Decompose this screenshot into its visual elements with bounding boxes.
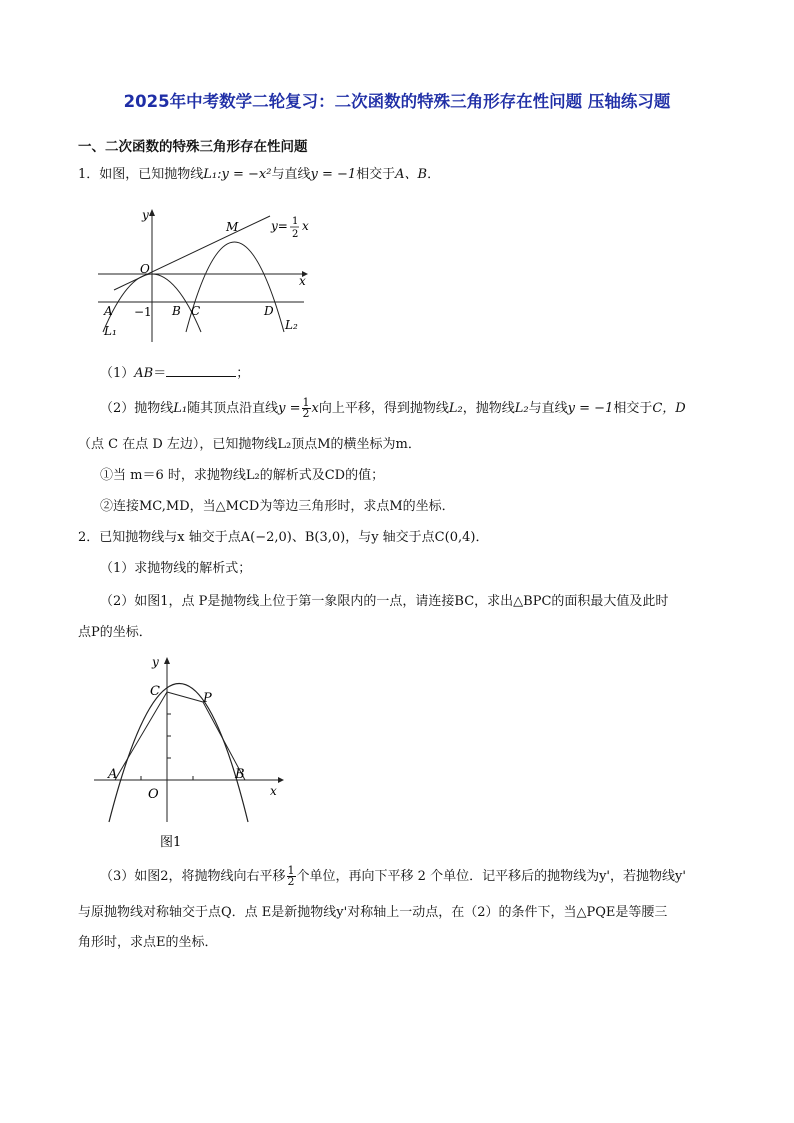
q1-part2-line: y = −1 — [567, 401, 614, 416]
q1-part2-sub1: ①当 m＝6 时，求抛物线L₂的解析式及CD的值； — [100, 468, 385, 483]
fraction-num: 1 — [302, 396, 310, 409]
arrow-icon — [149, 209, 155, 216]
q1-part2-l2: L₂ — [514, 401, 529, 416]
q1-part2-l2: L₂ — [448, 401, 463, 416]
fraction-den: 2 — [287, 875, 295, 888]
q1-y-label: y — [142, 208, 149, 222]
q1-stem — [78, 165, 440, 185]
q2-part3-text: （3）如图2，将抛物线向右平移 — [100, 869, 286, 884]
q2-point-a: A — [108, 767, 118, 782]
q1-part2-text: 相交于 — [613, 401, 653, 416]
fraction-num: 1 — [287, 864, 295, 877]
q1-line-eq: y = −1 — [310, 167, 357, 182]
q1-point-d: D — [264, 304, 274, 318]
q1-part2-fraction — [302, 398, 311, 419]
q1-part2-text: 随其顶点沿直线 — [187, 401, 279, 416]
q2-segment-ac — [115, 692, 167, 780]
q2-part3-line2: 与原抛物线对称轴交于点Q．点 E是新抛物线y'对称轴上一动点，在（2）的条件下，当△PQE是等腰三 — [78, 905, 668, 920]
q1-part2-l1: L₁ — [173, 401, 188, 416]
q1-part2-cd: C，D — [652, 401, 686, 416]
q1-part2-text: ，抛物线 — [462, 401, 515, 416]
q1-part2-line2: （点 C 在点 D 左边），已知抛物线L₂顶点M的横坐标为m． — [78, 437, 421, 452]
q1-part2-sub2: ②连接MC,MD，当△MCD为等边三角形时，求点M的坐标． — [100, 499, 455, 514]
q2-part2-line1: （2）如图1，点 P是抛物线上位于第一象限内的一点，请连接BC，求出△BPC的面积最大值及此时 — [100, 594, 669, 609]
q1-part1 — [100, 362, 249, 384]
q1-part2-text: 向上平移，得到抛物线 — [318, 401, 449, 416]
fraction-den: 2 — [302, 407, 310, 420]
q1-part2 — [100, 398, 686, 419]
q2-point-p: P — [203, 691, 212, 706]
q1-line-eq-label: y= — [271, 219, 288, 233]
q1-stem-text: 相交于 — [356, 167, 396, 182]
q2-part1: （1）求抛物线的解析式； — [100, 561, 252, 576]
q1-stem-text: 1．如图，已知抛物线 — [78, 167, 204, 182]
q1-part2-y: y = — [278, 401, 301, 416]
q1-line-eq-den: 2 — [292, 229, 299, 240]
q1-origin-label: O — [140, 262, 150, 276]
q2-part3-line1 — [100, 866, 686, 887]
q1-parabola-l2 — [186, 242, 284, 332]
q1-x-label: x — [299, 274, 306, 288]
q2-point-b: B — [235, 767, 245, 782]
q2-part3-fraction — [287, 866, 296, 887]
q1-part1-ab: AB — [134, 366, 154, 381]
q1-points: A、B — [395, 167, 428, 182]
page-title: 2025年中考数学二轮复习：二次函数的特殊三角形存在性问题 压轴练习题 — [123, 92, 671, 111]
q2-part3-line3: 角形时，求点E的坐标． — [78, 935, 218, 950]
q1-part1-eq: ＝ — [153, 366, 167, 381]
q2-x-label: x — [270, 784, 277, 798]
q1-part2-text: 与直线 — [528, 401, 568, 416]
q1-part1-end: ； — [236, 366, 250, 381]
q1-part2-x: x — [311, 401, 319, 416]
q2-stem: 2．已知抛物线与x 轴交于点A(−2,0)、B(3,0)，与y 轴交于点C(0,4)． — [78, 530, 489, 545]
q1-answer-blank — [166, 362, 236, 377]
q1-part2-text: （2）抛物线 — [100, 401, 174, 416]
q2-parabola — [109, 684, 248, 823]
q1-l1-label: L₁ — [104, 324, 117, 338]
arrow-icon — [278, 777, 284, 783]
q1-parabola-eq: L₁:y = −x² — [203, 167, 272, 182]
q2-point-c: C — [150, 684, 160, 699]
q1-point-b: B — [172, 304, 181, 318]
q1-l2-label: L₂ — [285, 318, 298, 332]
q1-part1-num: （1） — [100, 366, 135, 381]
q2-part3-text: 个单位，再向下平移 2 个单位．记平移后的抛物线为y'，若抛物线y' — [296, 869, 686, 884]
section-heading: 一、二次函数的特殊三角形存在性问题 — [78, 139, 308, 155]
q1-stem-text: 与直线 — [271, 167, 311, 182]
q1-point-c: C — [191, 304, 201, 318]
q1-line-eq-num: 1 — [292, 216, 299, 227]
q1-figure — [94, 202, 324, 342]
q2-figure — [92, 650, 292, 850]
q1-point-m: M — [226, 220, 239, 234]
q1-point-a: A — [104, 304, 113, 318]
q1-line-eq-x: x — [302, 219, 309, 233]
q1-stem-text: ． — [427, 167, 441, 182]
q2-origin-label: O — [148, 787, 159, 802]
q2-y-label: y — [152, 655, 159, 669]
q2-part2-line2: 点P的坐标． — [78, 625, 152, 640]
arrow-icon — [164, 657, 170, 664]
q2-figure-caption: 图1 — [160, 835, 182, 850]
q1-neg1-label: −1 — [134, 305, 152, 319]
